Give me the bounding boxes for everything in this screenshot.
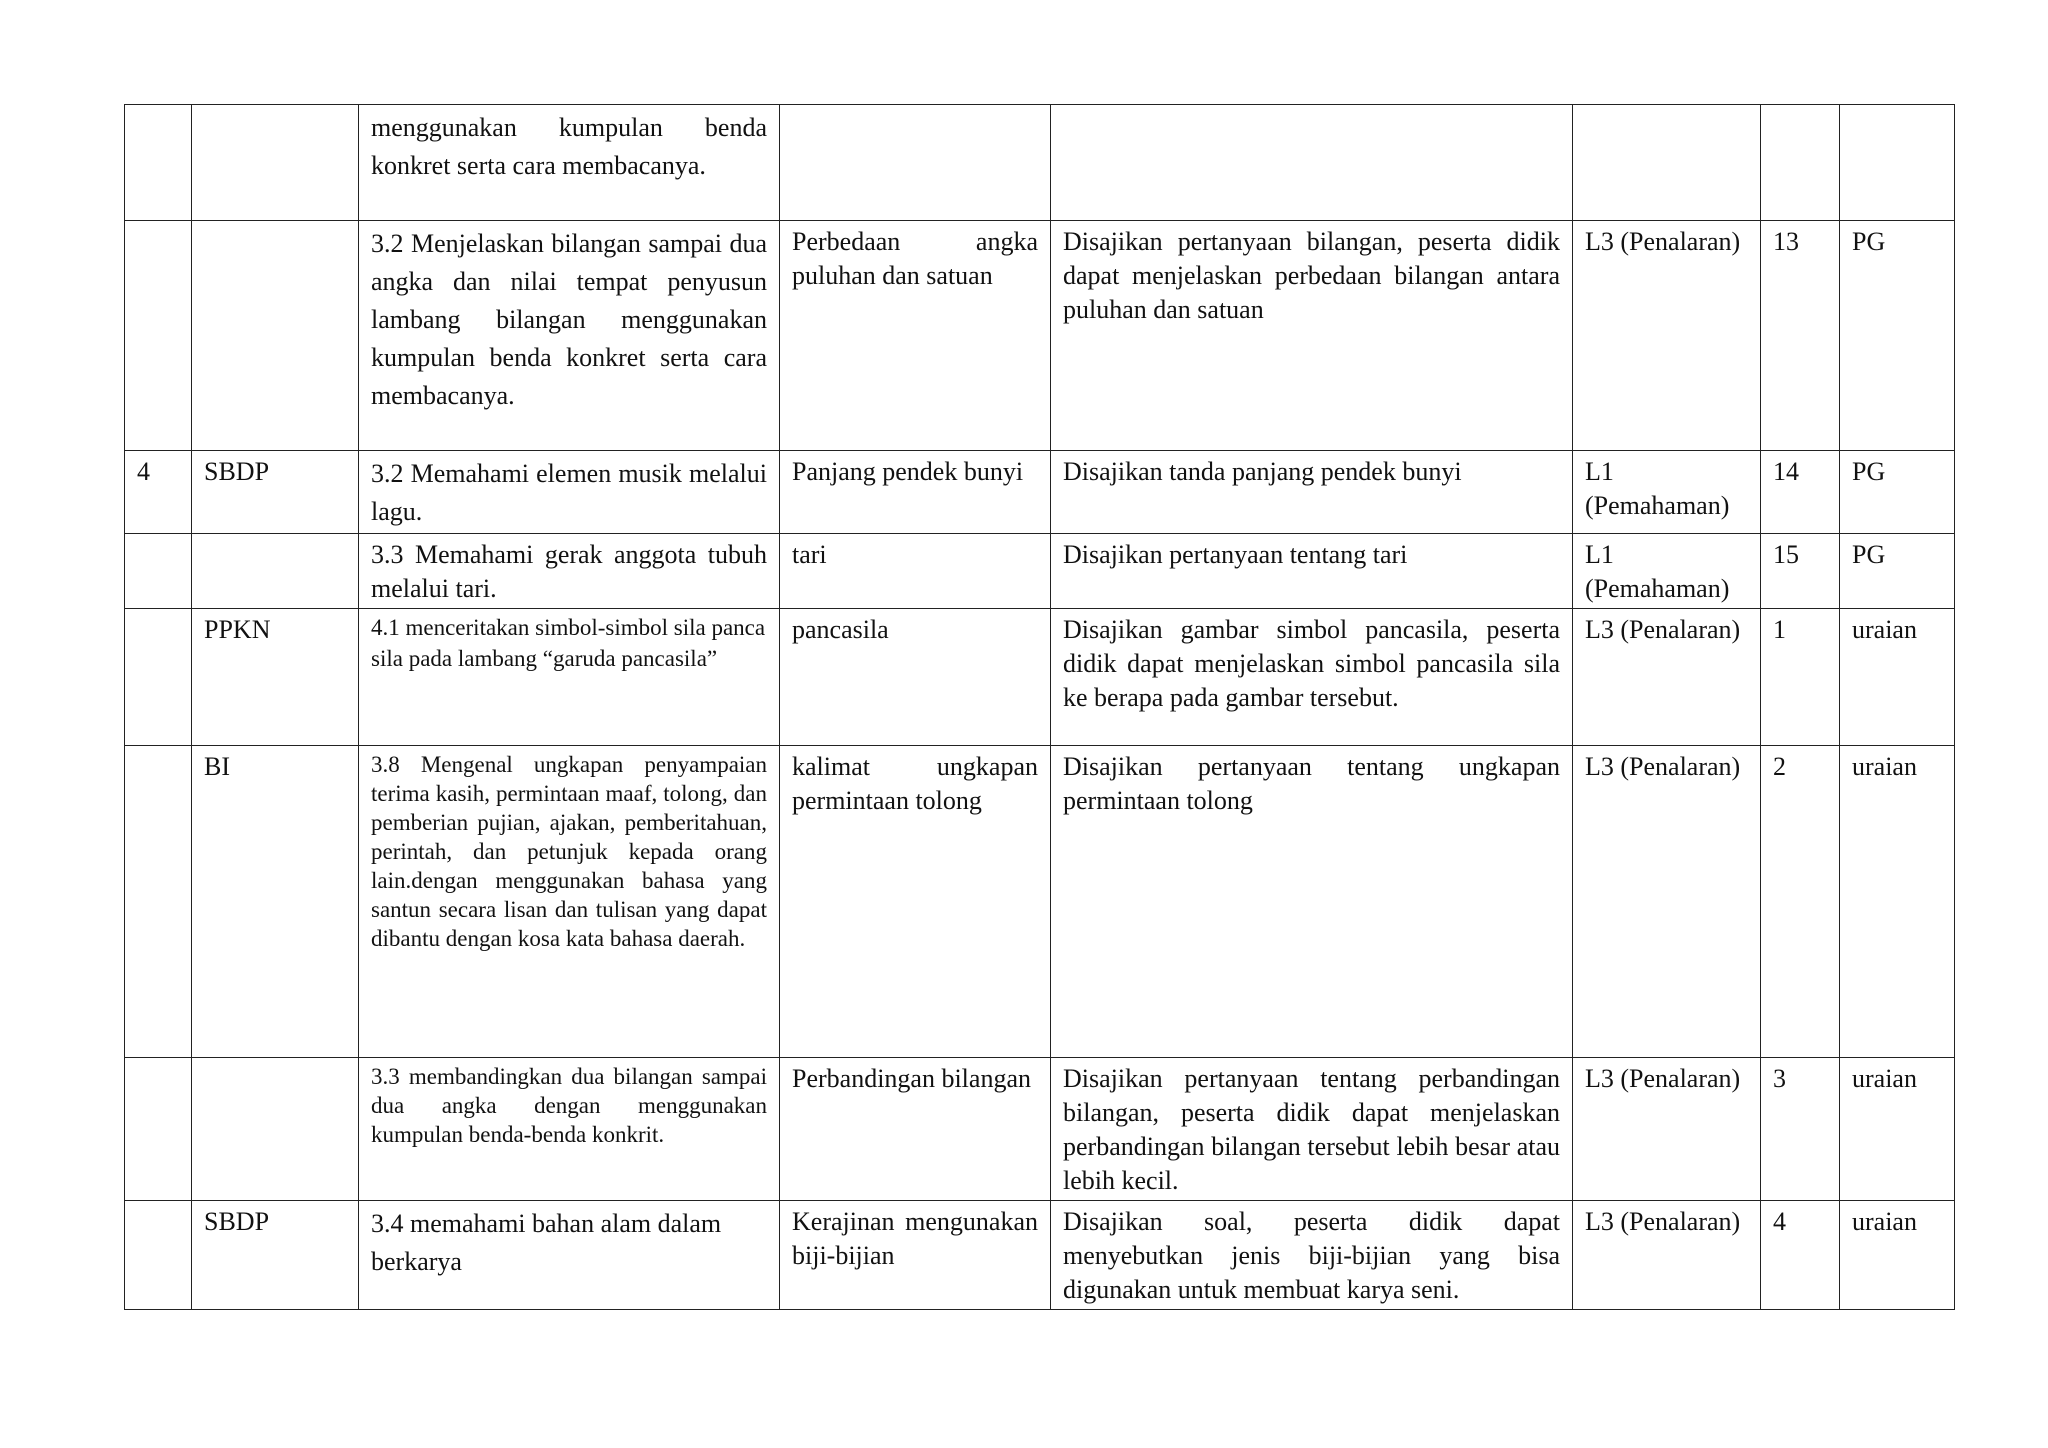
cell-subject: SBDP <box>192 451 359 534</box>
cell-materi: Kerajinan mengunakan biji-bijian <box>780 1201 1051 1310</box>
cell-kd: 3.2 Memahami elemen musik melalui lagu. <box>359 451 780 534</box>
cell-level: L3 (Penalaran) <box>1573 746 1761 1058</box>
cell-bentuk: PG <box>1840 221 1955 451</box>
cell-subject: SBDP <box>192 1201 359 1310</box>
cell-bentuk: PG <box>1840 534 1955 609</box>
cell-nomor: 15 <box>1761 534 1840 609</box>
cell-kd: 4.1 menceritakan simbol-simbol sila panca sila pada lambang “garuda pancasila” <box>359 609 780 746</box>
cell-kd: 3.2 Menjelaskan bilangan sampai dua angka dan nilai tempat penyusun lambang bilangan menggunakan kumpulan benda konkret serta cara membacanya. <box>359 221 780 451</box>
cell-materi: Perbandingan bilangan <box>780 1058 1051 1201</box>
cell-nomor: 14 <box>1761 451 1840 534</box>
cell-indikator: Disajikan tanda panjang pendek bunyi <box>1051 451 1573 534</box>
cell-kd: 3.4 memahami bahan alam dalam berkarya <box>359 1201 780 1310</box>
cell-subject <box>192 105 359 221</box>
cell-no <box>125 105 192 221</box>
table-row <box>125 221 1955 451</box>
cell-subject <box>192 534 359 609</box>
table-row <box>125 451 1955 534</box>
cell-materi: kalimat ungkapan permintaan tolong <box>780 746 1051 1058</box>
cell-bentuk: uraian <box>1840 746 1955 1058</box>
cell-materi <box>780 105 1051 221</box>
cell-level: L3 (Penalaran) <box>1573 1201 1761 1310</box>
cell-level: L3 (Penalaran) <box>1573 1058 1761 1201</box>
cell-nomor: 1 <box>1761 609 1840 746</box>
cell-bentuk: uraian <box>1840 1201 1955 1310</box>
cell-subject: BI <box>192 746 359 1058</box>
cell-level: L3 (Penalaran) <box>1573 609 1761 746</box>
cell-kd: 3.3 membandingkan dua bilangan sampai dua angka dengan menggunakan kumpulan benda-benda konkrit. <box>359 1058 780 1201</box>
cell-indikator: Disajikan pertanyaan tentang tari <box>1051 534 1573 609</box>
cell-indikator: Disajikan pertanyaan bilangan, peserta didik dapat menjelaskan perbedaan bilangan antara puluhan dan satuan <box>1051 221 1573 451</box>
table-row <box>125 1201 1955 1310</box>
cell-subject <box>192 221 359 451</box>
table-row <box>125 105 1955 221</box>
cell-materi: Panjang pendek bunyi <box>780 451 1051 534</box>
cell-no <box>125 221 192 451</box>
cell-nomor: 2 <box>1761 746 1840 1058</box>
cell-no <box>125 534 192 609</box>
cell-no <box>125 1058 192 1201</box>
cell-indikator: Disajikan gambar simbol pancasila, peserta didik dapat menjelaskan simbol pancasila sila ke berapa pada gambar tersebut. <box>1051 609 1573 746</box>
cell-materi: tari <box>780 534 1051 609</box>
cell-level: L1 (Pemahaman) <box>1573 534 1761 609</box>
cell-kd: 3.3 Memahami gerak anggota tubuh melalui tari. <box>359 534 780 609</box>
cell-kd: 3.8 Mengenal ungkapan penyampaian terima kasih, permintaan maaf, tolong, dan pemberian pujian, ajakan, pemberitahuan, perintah, dan petunjuk kepada orang lain.dengan menggunakan bahasa yang santun secara lisan dan tulisan yang dapat dibantu dengan kosa kata bahasa daerah. <box>359 746 780 1058</box>
cell-level <box>1573 105 1761 221</box>
cell-bentuk: uraian <box>1840 609 1955 746</box>
cell-level: L1 (Pemahaman) <box>1573 451 1761 534</box>
cell-no: 4 <box>125 451 192 534</box>
cell-indikator: Disajikan pertanyaan tentang perbandingan bilangan, peserta didik dapat menjelaskan perbandingan bilangan tersebut lebih besar atau lebih kecil. <box>1051 1058 1573 1201</box>
table-row <box>125 746 1955 1058</box>
table-row <box>125 1058 1955 1201</box>
cell-indikator: Disajikan soal, peserta didik dapat menyebutkan jenis biji-bijian yang bisa digunakan untuk membuat karya seni. <box>1051 1201 1573 1310</box>
cell-kd: menggunakan kumpulan benda konkret serta cara membacanya. <box>359 105 780 221</box>
cell-bentuk <box>1840 105 1955 221</box>
cell-nomor: 4 <box>1761 1201 1840 1310</box>
cell-nomor: 3 <box>1761 1058 1840 1201</box>
cell-nomor: 13 <box>1761 221 1840 451</box>
cell-level: L3 (Penalaran) <box>1573 221 1761 451</box>
cell-indikator <box>1051 105 1573 221</box>
cell-no <box>125 1201 192 1310</box>
cell-subject: PPKN <box>192 609 359 746</box>
cell-no <box>125 609 192 746</box>
cell-nomor <box>1761 105 1840 221</box>
cell-indikator: Disajikan pertanyaan tentang ungkapan permintaan tolong <box>1051 746 1573 1058</box>
cell-no <box>125 746 192 1058</box>
table-row <box>125 534 1955 609</box>
cell-bentuk: uraian <box>1840 1058 1955 1201</box>
kisi-kisi-table <box>124 104 1955 1310</box>
cell-materi: Perbedaan angka puluhan dan satuan <box>780 221 1051 451</box>
cell-materi: pancasila <box>780 609 1051 746</box>
table-row <box>125 609 1955 746</box>
cell-bentuk: PG <box>1840 451 1955 534</box>
cell-subject <box>192 1058 359 1201</box>
